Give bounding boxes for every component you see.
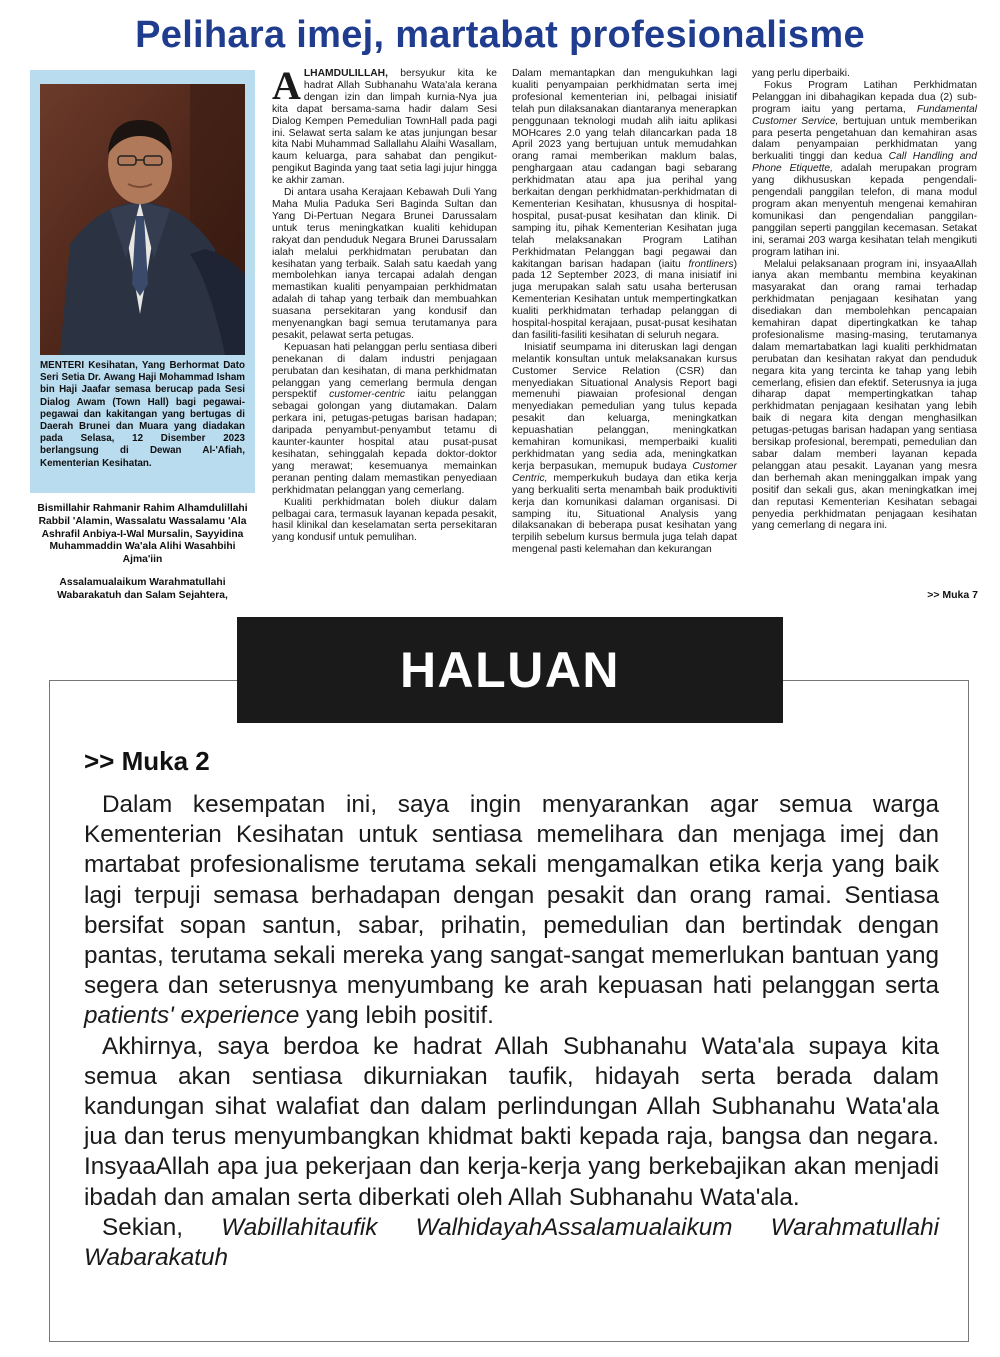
drop-cap: A xyxy=(272,63,301,108)
paragraph-text: Kepuasan hati pelanggan perlu sentiasa diberi penekanan di dalam industri penjagaan perubatan dan kesihatan, di mana perkhidmatan pelanggan yang cemerlang bermula dengan perspektif xyxy=(272,341,497,401)
paragraph-text: ) pada 12 September 2023, di mana inisiatif ini juga merupakan salah satu usaha berterusan Kementerian Kesihatan untuk mempertingkatkan kualiti perkhidmatan terhadap pelanggan di hospital-hospital kerajaan, pusat-pusat kesihatan dan fasiliti-fasiliti kesihatan di seluruh negara. xyxy=(512,258,737,341)
haluan-header-tab xyxy=(237,617,783,723)
photo-caption: MENTERI Kesihatan, Yang Berhormat Dato Seri Setia Dr. Awang Haji Mohammad Isham bin Haji Jaafar semasa berucap pada Sesi Dialog Awam (Town Hall) bagi pegawai-pegawai dan kakitangan yang bertugas di Daerah Brunei dan Muara yang diadakan pada Selasa, 12 Disember 2023 berlangsung di Dewan Al-'Afiah, Kementerian Kesihatan. xyxy=(40,360,245,469)
paragraph-text: Inisiatif seumpama ini diteruskan lagi dengan melantik konsultan untuk melaksanakan kursus Customer Service Relation (CSR) dan menyediakan Situational Analysis Report bagi memenuhi piawaian profesional dengan menyediakan pemedulian yang tulus kepada pesakit dan keluarga, meningkatkan kepuashatian pelanggan, meningkatkan kemahiran komunikasi, memperbaiki kualiti perkhidmatan yang sedia ada, meningkatkan kerja berpasukan, memupuk budaya xyxy=(512,341,737,472)
haluan-paragraph: Akhirnya, saya berdoa ke hadrat Allah Subhanahu Wata'ala supaya kita semua akan sentiasa dikurniakan taufik, hidayah serta berada dalam kandungan sihat walafiat dan dalam perlindungan Allah Subhanahu Wata'ala jua dan terus menyumbangkan khidmat bakti kepada raja, bangsa dan negara. InsyaaAllah apa jua pekerjaan dan kerja-kerja yang berkebajikan akan menjadi ibadah dan amalan serta diberkati oleh Allah Subhanahu Wata'ala. xyxy=(84,1032,939,1211)
article-paragraph: Melalui pelaksanaan program ini, insyaaAllah ianya akan membantu membina keyakinan masyarakat dan orang ramai terhadap perkhidmatan penjagaan kesihatan yang disediakan dan membolehkan pencapaian kemahiran dapat dipertingkatkan ke tahap profesionalisme masing-masing, terutamanya dalam memartabatkan lagi kualiti perkhidmatan perubatan dan kesihatan rakyat dan penduduk negara kita yang tercinta ke tahap yang lebih cemerlang, efisien dan efektif. Seterusnya ia juga diharap dapat mempertingkatkan tahap perkhidmatan penjagaan kesihatan yang lebih baik di negara kita dengan menghasilkan petugas-petugas barisan hadapan yang sentiasa bersikap profesional, berempati, pemedulian dan sabar dalam memberi layanan kepada pelanggan atau pesakit. Layanan yang mesra dan berhemah akan meninggalkan impak yang positif dan sekali gus, akan meningkatkan imej dan reputasi Kementerian Kesihatan sebagai penyedia perkhidmatan penjagaan kesihatan yang cemerlang di negara ini. xyxy=(752,258,977,532)
paragraph-text: Dalam memantapkan dan mengukuhkan lagi kualiti penyampaian perkhidmatan serta imej profesional kementerian ini, pelbagai inisiatif telah pun dilaksanakan diantaranya menerapkan penggunaan teknologi mudah alih iaitu aplikasi MOHcares 2.0 yang telah dilancarkan pada 18 April 2023 yang bertujuan untuk memudahkan orang ramai memberikan maklum balas, penghargaan atau cadangan bagi sebarang perkhidmatan atau apa jua perihal yang berkaitan dengan perkhidmatan-perkhidmatan di Kementerian Kesihatan, khususnya di hospital-hospital, pusat-pusat kesihatan dan klinik. Di samping itu, pihak Kementerian Kesihatan juga telah melaksanakan Program Latihan Perkhidmatan Pelanggan bagi pegawai dan kakitangan barisan hadapan (iaitu xyxy=(512,68,737,270)
page-headline: Pelihara imej, martabat profesionalisme xyxy=(135,14,865,56)
article-paragraph xyxy=(272,342,497,497)
italic-term: Customer Centric, xyxy=(512,460,737,484)
paragraph-text: bersyukur kita ke hadrat Allah Subhanahu Wata'ala kerana dengan izin dan limpah kurnia-Nya jua kita dapat bersama-sama hadir dalam Sesi Dialog Kempen Pemedulian TownHall pada pagi ini. Selawat serta salam ke atas junjungan besar kita Nabi Muhammad Sallallahu Alaihi Wasallam, kaum keluarga, para sahabat dan pengikut-pengikut Baginda yang taat setia lagi jujur hingga ke akhir zaman. xyxy=(272,68,497,187)
photo-box xyxy=(30,70,255,493)
haluan-title: HALUAN xyxy=(399,642,621,698)
opening-greeting xyxy=(30,503,255,613)
continued-page-link[interactable]: >> Muka 7 xyxy=(927,589,978,601)
paragraph-text: memperkukuh budaya dan etika kerja yang berkualiti serta menambah baik produktiviti kerja dan komunikasi dalaman organisasi. Di samping itu, Situational Analysis yang dilaksanakan di beberapa pusat kesihatan yang terpilih sebelum kursus bermula juga telah dapat mengenal pasti kelemahan dan kekurangan xyxy=(512,472,737,556)
article-paragraph: yang perlu diperbaiki. xyxy=(752,68,850,79)
article-column-3 xyxy=(752,68,977,532)
paragraph-text: adalah merupakan program yang dikhususkan kepada pengendali-pengendali panggilan telefon, di mana modul program akan menyentuh mengenai kemahiran komunikasi dan pengendalian panggilan-panggilan seperti panggilan kecemasan. Setakat ini, seramai 203 warga kesihatan telah mengikuti program latihan ini. xyxy=(752,163,977,258)
article-paragraph xyxy=(512,68,737,342)
article-paragraph xyxy=(752,80,977,259)
italic-term: customer-centric xyxy=(329,389,406,401)
minister-photo xyxy=(40,84,245,355)
article-column-2 xyxy=(512,68,737,556)
paragraph-text: yang lebih positif. xyxy=(299,1002,494,1030)
italic-term: Call Handling and Phone Etiquette, xyxy=(752,151,977,175)
paragraph-text: Dalam kesempatan ini, saya ingin menyarankan agar semua warga Kementerian Kesihatan untuk sentiasa memelihara dan menjaga imej dan martabat profesionalisme terutama sekali mengamalkan etika kerja yang baik lagi terpuji semasa berhadapan dengan pesakit dan orang ramai. Sentiasa bersifat sopan santun, sabar, prihatin, pemedulian dan bertindak dengan pantas, terutama sekali mereka yang sangat-sangat memerlukan bantuan yang segera dan seterusnya menyumbang ke arah kepuasan hati pelanggan serta xyxy=(84,791,939,1000)
lead-word: LHAMDULILLAH, xyxy=(303,68,388,79)
italic-term: Fundamental Customer Service, xyxy=(752,103,977,127)
italic-term: Wabillahitaufik WalhidayahAssalamualaikum Warahmatullahi Wabarakatuh xyxy=(84,1213,939,1272)
article-paragraph: Kualiti perkhidmatan boleh diukur dalam pelbagai cara, termasuk layanan kepada pesakit, hasil klinikal dan keselamatan serta persekitaran yang kondusif untuk pemulihan. xyxy=(272,496,497,544)
italic-term: frontliners xyxy=(688,258,734,270)
minister-photo-illustration xyxy=(40,84,245,355)
article-column-1 xyxy=(272,63,497,544)
article-paragraph: Di antara usaha Kerajaan Kebawah Duli Yang Maha Mulia Paduka Seri Baginda Sultan dan Yang Di-Pertuan Negara Brunei Darussalam untuk terus meningkatkan kualiti kehidupan rakyat dan penduduk Negara Brunei Darussalam ialah melalui perkhidmatan perubatan dan kesihatan yang terbaik. Salah satu kaedah yang membolehkan ianya tercapai adalah dengan memastikan kualiti penyampaian perkhidmatan adalah di tahap yang terbaik dan membuahkan suasana persekitaran yang kondusif dan menyenangkan bagi semua terutamanya para pesakit, pelawat serta petugas. xyxy=(272,187,497,341)
haluan-paragraph xyxy=(84,1213,939,1273)
paragraph-text: Fokus Program Latihan Perkhidmatan Pelanggan ini dibahagikan kepada dua (2) sub-program iaitu yang pertama, xyxy=(752,79,977,115)
article-paragraph xyxy=(272,63,497,187)
haluan-paragraph xyxy=(84,790,939,1032)
article-paragraph xyxy=(512,342,737,556)
haluan-body xyxy=(84,790,939,1273)
paragraph-text: iaitu pelanggan sebagai golongan yang diutamakan. Dalam perkara ini, petugas-petugas barisan hadapan; daripada penyambut-penyambut tetamu di kaunter-kaunter hospital atau pusat-pusat kesihatan, sehinggalah kepada doktor-doktor yang merawat; kesemuanya memainkan peranan penting dalam memastikan penyediaan perkhidmatan pelanggan yang cemerlang. xyxy=(272,389,497,496)
paragraph-text: bertujuan untuk memberikan para peserta pengetahuan dan kemahiran asas dalam penyampaian perkhidmatan yang berkualiti tinggi dan kedua xyxy=(752,115,977,163)
haluan-subheading: >> Muka 2 xyxy=(84,746,210,776)
italic-term: patients' experience xyxy=(84,1002,300,1030)
paragraph-text: Sekian, xyxy=(102,1213,222,1241)
bismillah-text: Bismillahir Rahmanir Rahim Alhamdulillahi Rabbil 'Alamin, Wassalatu Wassalamu 'Ala Ashrafil Anbiya-I-Wal Mursalin, Sayyidina Muhammaddin Wa'ala Alihi Wasahbihi Ajma'iin xyxy=(37,503,248,566)
salam-text: Assalamualaikum Warahmatullahi Wabarakatuh dan Salam Sejahtera, xyxy=(57,576,228,601)
